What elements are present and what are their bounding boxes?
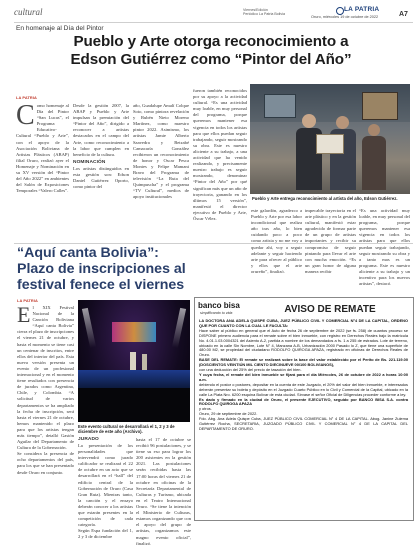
award-photo [250, 84, 410, 194]
article-subhead: NOMINACIÓN [73, 159, 106, 165]
ad-paragraph: debiendo el postor o postores, depositar en la cuenta de este Juzgado, el 20% del valor del bien inmueble, e interesados deberán presentar su boleta y depósito en el Juzgado Cuarto Público en lo Civil y Comercial de la Capital, ubicado en la calle La Plata Nro. 6200 esquina Bolívar de esta ciudad. Sírvase el señor Oficial de Diligencias proceder conforme a ley. [199, 381, 408, 397]
photo-caption: Este evento cultural se desarrollará el 1, 2 y 3 de diciembre de este año (Archivo). [78, 424, 175, 434]
stage-performer [130, 352, 136, 370]
article-column-6 [305, 208, 356, 274]
drop-cap: C [16, 100, 35, 131]
stage-performer [142, 354, 147, 370]
article-column-5 [251, 208, 302, 274]
photo-award-diploma [316, 134, 344, 154]
ad-paragraph-heading: LA DOCTORA ANA ADELA QUISPE CUBA, JUEZ PÚBLICO CIVIL Y COMERCIAL N°4 DE LA CAPITAL, ORDENO QUE POR CUANTO CON LA CUAL LE FACULTA: [199, 318, 408, 328]
photo-painting [264, 94, 296, 118]
article-paragraph: año, Guadalupe Amalí Colque Soto, como pintora revelación y Rubén Nieto Moreno Martínez, como maestro pintor 2022. Asimismo, los artistas Jamie Alberto Saavedra y Betzabé Camacaría González recibieron un reconocimiento de honor y Oscar Pesca Montes y Felipe Mamani Bravo del Programa de televisión “La Ruta del Quimpuscha” y el programa “TV Cultural”, medios de apoyo institucionales [133, 103, 189, 200]
headline-line-1: “Aquí canta Bolivia”: [17, 245, 159, 261]
masthead-text: LA PATRIA [344, 6, 380, 13]
article-subhead: JURADO [78, 437, 99, 442]
header-line-2: Periódico La Patria Bolivia [243, 12, 285, 17]
headline-line-1: Pueblo y Arte otorga reconocimiento a [73, 33, 349, 50]
article-column-3 [136, 437, 191, 546]
header-divider [14, 22, 413, 23]
ad-paragraph: con una deducción del 25% del precio de tasación del bien. [199, 367, 302, 373]
headline-line-2: Edson Gutiérrez como “Pintor del Año” [70, 50, 352, 68]
article-column-2 [78, 437, 133, 540]
article-paragraph: Desde la gestión 2007, la ABAP y Pueblo y Arte impulsan la premiación del “Pintor del Año”, dirigido a reconocer a artistas destacados en el campo del Arte, como reconocimiento a la labor que cumplen en beneficio de la cultura. [73, 103, 129, 157]
headline-line-2: Plazo de inscripciones al [17, 261, 186, 277]
stage-screen [112, 322, 156, 342]
article-column-4 [193, 88, 247, 241]
section-label: cultural [14, 7, 43, 17]
header-edition [243, 8, 285, 17]
globe-icon [336, 7, 344, 15]
stage-audience [78, 388, 190, 422]
photo-person-body [362, 136, 386, 190]
page-header [14, 7, 413, 21]
photo-person-head [368, 124, 380, 136]
stage-floor [78, 370, 190, 388]
article-divider [14, 243, 413, 244]
article-kicker: En homenaje al Día del Pintor [16, 25, 104, 32]
article-paragraph: “Es una actividad muy loable, en muy personal del programa, porque queremos mantener esa vigencia en todos los artistas para que ellos puedan seguir trabajando, seguir mostrando su obra y a tanto mas es un programa. Este es nuestro aliciente a su trabajo y un incentivo para los nuevos artistas”, destacó. [359, 208, 410, 287]
drop-cap: E [17, 302, 31, 327]
article-column-3 [133, 103, 189, 241]
ad-paragraph-heading: Y cuya fecha, el remate del bien inmueble se fijará para el día Miércoles, 26 de octubre de 2022 a horas 10:00 a.m. [199, 371, 408, 382]
article-paragraph: hasta el 17 de octubre se recibió 96 postulaciones, y se tiene su eso para lograr los 200 asistentes en la gestión 2021. Las postulaciones serán recibidas hasta las 17:00 horas del viernes 21 de octubre en oficinas de la Secretaría Departamental de Culturas y Turismo, ubicada en el Teatro Internacional Oruro. “Se tiene la intención el Ministerio de Culturas, estamos organizando que con el apoyo del grupo de artistas, organizamos este magno evento oficial”, finalizó. [136, 437, 191, 546]
article-paragraph: fueron también reconocidos por su apoyo a la actividad cultural. “Es una actividad muy loable, en muy personal del programa, porque queremos mantener esa vigencia en todos los artistas para que ellos puedan seguir trabajando, seguir mostrando su obra. Este es nuestro aliciente a su trabajo, a una actividad que ha venido realizando, y precisamente nuestro trabajo es seguir mostrando, denominar “Pintor del Año” por qué significan más que un año de trayectoria, ganando en los últimos 15 versión”, manifestó el director ejecutivo de Pueblo y Arte, Óscar Vélez. [193, 88, 247, 221]
ad-paragraph: Hace saber al público en general que el Auto de fecha 26 de septiembre de 2022 (se fs. 258) de cuantos proceso se DISPONE primero audiencia para el remate sobre el bien inmueble, con registro en Derechos Reales bajo la matrícula No. 4.01.1.03.0004321 del Asiento A-2, partida a nombre de los demandados a fs. 1 a 255 de estrados. Lote de terreno, ubicado en la calle Sin Nombre, Lote N° 4, Manzana A-B, Urbanización 2000 Pasado lo Z, que tiene una superficie de 480.00 M2, se propiedad del ciudadano RODOLFO QUIROGA APAZA, registrado en oficinas de Derechos Reales de Oruro. [199, 327, 408, 358]
photo-person-head [336, 116, 349, 129]
ad-signature: Fdo. Abg. Ana Adela Quispe Cuba, JUEZ PÚBLICO CIVIL COMERCIAL N° 4 DE LA CAPITAL. Abog. Janine Zulema Gutiérrez Rocha, SECRETARIA, JUZGADO PÚBLICO CIVIL Y COMERCIAL N° 4 DE LA CAPITAL DEL DEPARTAMENTO DE ORURO. [199, 416, 408, 431]
photo-painting [362, 92, 398, 120]
header-line-1: Viernes/Edición [243, 8, 268, 12]
article-paragraph: impecable trayectoria en el arte plástico y en la gestión cultural, manifestó estar agradecido de formar parte de un grupo de artistas importantes y recibir su compromiso de seguir pintando para llevar el arte con mucha emoción. “Es un gran honor de alguna manera recibir [305, 208, 356, 274]
festival-photo [78, 300, 190, 422]
auction-notice-ad [194, 297, 414, 521]
article-paragraph: este galardón, agradezco a Pueblo y Arte por esa labor incondicional que realiza año tras año, lo bien cuidando poco a poco como artista y no me voy a quedar ahí, voy a seguir adelante y seguir haciendo arte para ofrecer al público y ellos que el arte orureño”, finalizó. [251, 208, 302, 274]
article-paragraph: l XIX Festival Nacional de la Canción Boliviana “Aquí canta Bolivia” cierra el plazo de inscripciones el viernes 21 de octubre, y hasta el momento se tiene casi un centenar de inscritos, entre ellos del interior del país. Esta nueva versión presenta un evento de un profesional internacional y en el momento tiene resultados con presencia de jurados como Argentina, Chile, y Colombia. “A solicitud de varios departamentos se ha ampliado la fecha de inscripción, será hasta el viernes 21 de octubre, hemos mantenido el plazo para que los artistas tengan más tiempo”, detalló Gastón Aguilar del Departamento de Cultura de la Gobernación. [17, 305, 74, 451]
header-date: Oruro, miércoles 19 de octubre de 2022 [311, 15, 379, 19]
article-headline [12, 33, 410, 68]
article-column-2 [73, 103, 129, 241]
article-column-7 [359, 208, 410, 287]
ad-paragraph-heading: BASE DEL REMATE: El remate se realizará sobre la base del valor establecido por el Perito de Bs. 221.119.00 (DOSCIENTOS VEINTIÚN MIL CIENTO DIECINUEVE 00/100 BOLIVIANOS), [199, 357, 408, 368]
photo-person-head [302, 114, 316, 128]
page-number: A7 [399, 11, 408, 18]
bank-logo-text: banco bisa [198, 301, 240, 310]
ad-paragraph-heading: Es dado y firmado en la ciudad de Oruro, el presente EJECUTIVO, seguido por BANCO BISA S.A. contra RODOLFO QUIROGA APAZA [199, 396, 408, 407]
ad-signature-date: Oruro, 29 de septiembre de 2022. [199, 411, 258, 417]
article-column-1 [16, 100, 69, 241]
ad-paragraph: y otros. [199, 406, 212, 412]
article-paragraph: Según Espa fundación del 1, 2 y 3 de diciembre [78, 528, 133, 540]
article-byline: LA PATRIA [16, 95, 37, 100]
article-column-1 [17, 302, 74, 519]
ad-body [199, 319, 408, 432]
bank-logo [198, 301, 246, 315]
article-paragraph: Los artistas distinguidos en esta gestión son: Edson Daniel Gutiérrez Oporto, como pintor del [73, 165, 129, 190]
article-paragraph: omo homenaje al Día del Pintor “San Lucas”, el Programa Educativo-Cultural “Pueblo y Arte”, con el apoyo de la Asociación Boliviana de Artistas Plásticos (ABAP) filial Oruro, realizó ayer el Homenaje y Nominación en su XV versión del “Pintor del Año 2022” en ambientes del Salón de Exposiciones Temporales “Valero Calles”. [16, 103, 69, 194]
photo-caption: Pueblo y Arte entrega reconocimiento al artista del año, Edson Gutiérrez. [252, 196, 398, 201]
article-headline [17, 245, 249, 293]
ad-title: AVISO DE REMATE [284, 304, 376, 315]
bank-tagline: simplificando tu vida [200, 311, 233, 315]
headline-line-3: festival fenece el viernes [17, 277, 185, 293]
article-paragraph: Se considera la presencia de ocho departamentos del país, para los que se han presentado desde Oruro en conjunto. [17, 451, 74, 475]
article-byline: LA PATRIA [17, 298, 38, 303]
article-paragraph: La presentación de los personalidades que intervendrá como jurado calificador se realizará el 22 de octubre en un acto que se desarrollará en el “hall” del edificio central de la Gobernación de Oruro (Casa Gran Ruta). Mientras tanto, la canción y el ensayo deberán conocer a los artistas que estarán presentes en la competición de cada categoría. [78, 443, 133, 528]
